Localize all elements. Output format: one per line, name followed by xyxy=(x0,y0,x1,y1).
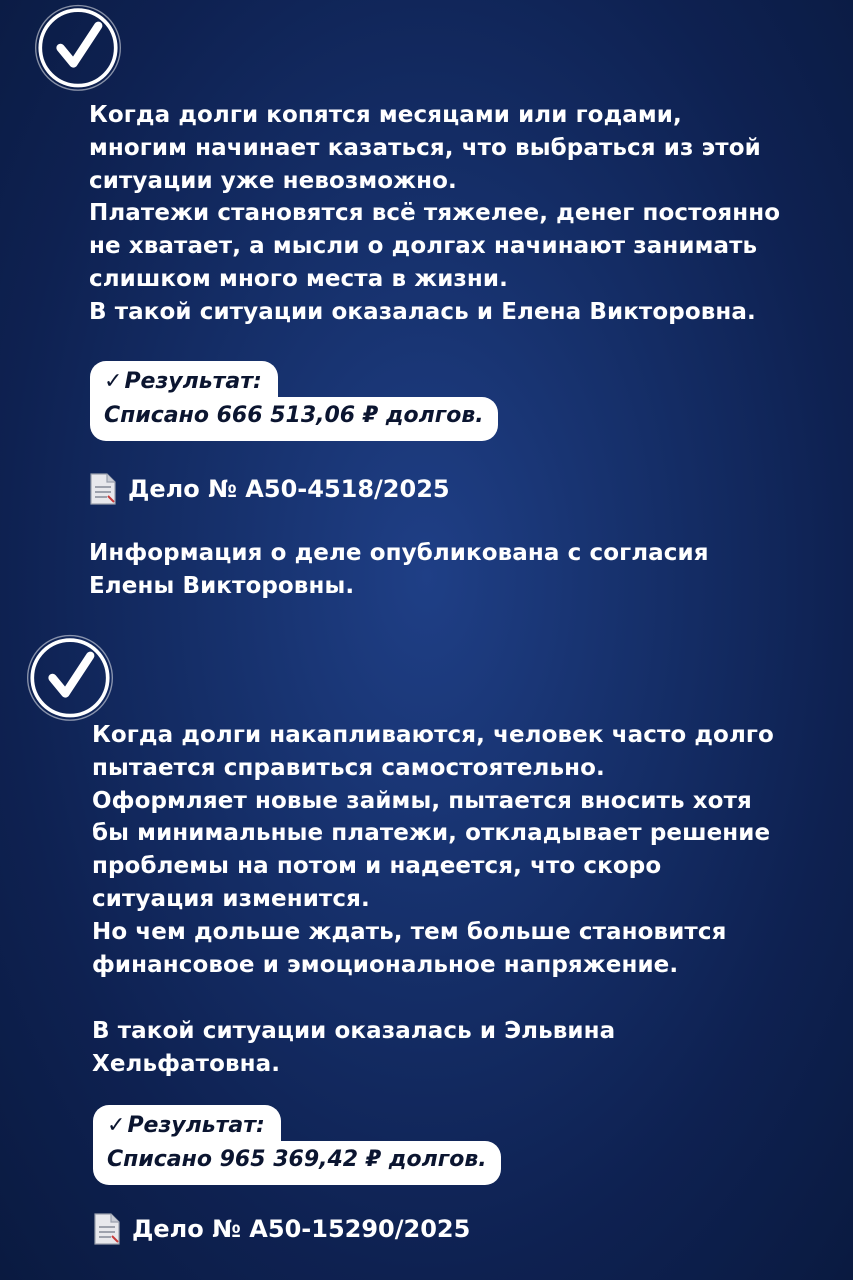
document-icon xyxy=(88,472,118,506)
text-line: многим начинает казаться, что выбраться из этой xyxy=(89,134,761,161)
case-number-text: Дело № А50-15290/2025 xyxy=(132,1215,471,1243)
result-label xyxy=(90,361,278,397)
result-amount: Списано 965 369,42 ₽ долгов. xyxy=(93,1141,501,1185)
text-line: Когда долги накапливаются, человек часто долго xyxy=(92,722,774,748)
text-line: В такой ситуации оказалась и Елена Викторовна. xyxy=(89,298,756,325)
check-circle-icon xyxy=(24,630,116,722)
consent-paragraph xyxy=(89,537,709,603)
text-line: Когда долги копятся месяцами или годами, xyxy=(89,102,682,128)
text-line: Оформляет новые займы, пытается вносить хотя xyxy=(92,787,752,814)
checkmark-icon: ✓ xyxy=(107,1113,126,1138)
intro-paragraph-2 xyxy=(92,719,774,981)
text-line: не хватает, а мысли о долгах начинают занимать xyxy=(89,233,758,260)
case-number-1 xyxy=(88,472,450,506)
situation-paragraph xyxy=(92,1015,615,1081)
checkmark-icon: ✓ xyxy=(104,369,123,394)
text-line: Хельфатовна. xyxy=(92,1050,281,1077)
result-label-text: Результат: xyxy=(124,369,262,394)
document-icon xyxy=(92,1212,122,1246)
text-line: Но чем дольше ждать, тем больше становится xyxy=(92,918,727,945)
result-label-text: Результат: xyxy=(127,1113,265,1138)
result-badge-1 xyxy=(90,361,498,441)
text-line: слишком много места в жизни. xyxy=(89,265,508,292)
case-number-2 xyxy=(92,1212,470,1246)
result-label xyxy=(93,1105,281,1141)
result-badge-2 xyxy=(93,1105,501,1185)
text-line: ситуация изменится. xyxy=(92,885,370,912)
text-line: финансовое и эмоциональное напряжение. xyxy=(92,951,679,978)
text-line: Информация о деле опубликована с согласия xyxy=(89,540,709,566)
text-line: Платежи становятся всё тяжелее, денег постоянно xyxy=(89,200,781,227)
text-line: пытается справиться самостоятельно. xyxy=(92,754,605,781)
text-line: ситуации уже невозможно. xyxy=(89,167,457,194)
check-circle-icon xyxy=(32,0,124,92)
text-line: бы минимальные платежи, откладывает решение xyxy=(92,820,771,847)
result-amount: Списано 666 513,06 ₽ долгов. xyxy=(90,397,498,441)
text-line: Елены Викторовны. xyxy=(89,572,355,599)
intro-paragraph-1 xyxy=(89,99,780,329)
text-line: В такой ситуации оказалась и Эльвина xyxy=(92,1018,616,1044)
text-line: проблемы на потом и надеется, что скоро xyxy=(92,853,662,880)
case-number-text: Дело № А50-4518/2025 xyxy=(128,475,450,503)
